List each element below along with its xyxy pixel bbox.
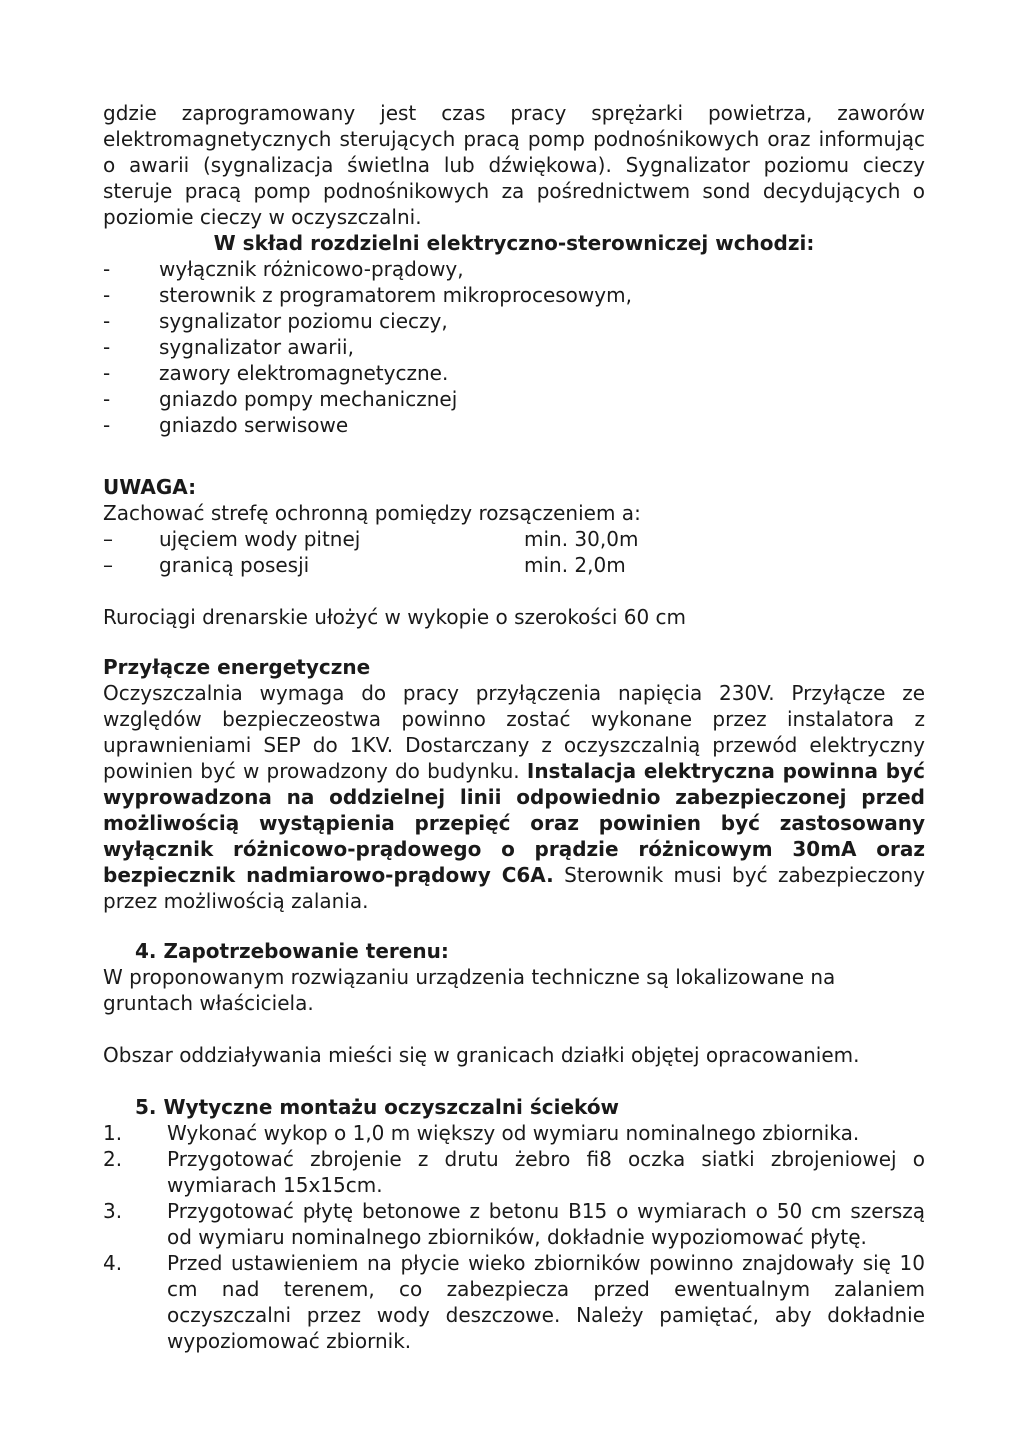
list-item: - gniazdo serwisowe [103, 413, 349, 437]
intro-paragraph: gdzie zaprogramowany jest czas pracy sprężarki powietrza, zaworów elektromagnetycznych sterujących pracą pomp podnośnikowych oraz informując o awarii (sygnalizacja świetlna lub dźwiękowa). Sygnalizator poziomu cieczy steruje pracą pomp podnośnikowych za pośrednictwem sond decydujących o poziomie cieczy w oczyszczalni. [103, 101, 925, 229]
list-item: 3. Przygotować płytę betonowe z betonu B15 o wymiarach o 50 cm szerszą od wymiaru nominalnego zbiorników, dokładnie wypoziomować płytę. [103, 1199, 925, 1249]
section4-paragraph: W proponowanym rozwiązaniu urządzenia techniczne są lokalizowane na gruntach właściciela. [103, 965, 836, 1015]
section4-paragraph-2: Obszar oddziaływania mieści się w granicach działki objętej opracowaniem. [103, 1043, 860, 1067]
list-item: 4. Przed ustawieniem na płycie wieko zbiorników powinno znajdowały się 10 cm nad terenem, co zabezpiecza przed ewentualnym zalaniem oczyszczalni przez wody deszczowe. Należy pamiętać, aby dokładnie wypoziomować zbiornik. [103, 1251, 925, 1353]
zone-row: – granicą posesji min. 2,0m [103, 553, 626, 577]
list-item: - wyłącznik różnicowo-prądowy, [103, 257, 464, 281]
section4-heading: 4. Zapotrzebowanie terenu: [135, 939, 449, 963]
document-page [103, 100, 925, 1354]
list-item: - sterownik z programatorem mikroprocesowym, [103, 283, 632, 307]
section5-heading: 5. Wytyczne montażu oczyszczalni ścieków [135, 1095, 620, 1119]
list-item: 2. Przygotować zbrojenie z drutu żebro fi8 oczka siatki zbrojeniowej o wymiarach 15x15cm. [103, 1147, 925, 1197]
energy-paragraph: Oczyszczalnia wymaga do pracy przyłączenia napięcia 230V. Przyłącze ze względów bezpieczeostwa powinno zostać wykonane przez instalatora z uprawnieniami SEP do 1KV. Dostarczany z oczyszczalnią przewód elektryczny powinien być w prowadzony do budynku. Instalacja elektryczna powinna być wyprowadzona na oddzielnej linii odpowiednio zabezpieczonej przed możliwością wystąpienia przepięć oraz powinien być zastosowany wyłącznik różnicowo-prądowego o prądzie różnicowym 30mA oraz bezpiecznik nadmiarowo-prądowy C6A. Sterownik musi być zabezpieczony przez możliwością zalania. [103, 681, 926, 913]
list-item: - sygnalizator awarii, [103, 335, 354, 359]
zone-value: min. 2,0m [524, 553, 626, 577]
warning-text: Zachować strefę ochronną pomiędzy rozsączeniem a: [103, 501, 641, 525]
energy-heading: Przyłącze energetyczne [103, 655, 371, 679]
zone-label: ujęciem wody pitnej [159, 527, 361, 551]
warning-heading: UWAGA: [103, 475, 197, 499]
drain-paragraph: Rurociągi drenarskie ułożyć w wykopie o szerokości 60 cm [103, 605, 687, 629]
list-item: - sygnalizator poziomu cieczy, [103, 309, 448, 333]
energy-bold-text: Instalacja elektryczna powinna być wyprowadzona na oddzielnej linii odpowiednio zabezpieczonej przed możliwością wystąpienia przepięć oraz powinien być zastosowany wyłącznik różnicowo-prądowego o prądzie różnicowym 30mA oraz bezpiecznik nadmiarowo-prądowy C6A. [103, 759, 926, 887]
zone-label: granicą posesji [159, 553, 310, 577]
list-item: 1. Wykonać wykop o 1,0 m większy od wymiaru nominalnego zbiornika. [103, 1121, 860, 1145]
section5-list [103, 1120, 925, 1354]
components-heading: W skład rozdzielni elektryczno-sterowniczej wchodzi: [213, 231, 815, 255]
components-list [103, 256, 925, 438]
list-item: - gniazdo pompy mechanicznej [103, 387, 458, 411]
zone-row: – ujęciem wody pitnej min. 30,0m [103, 527, 639, 551]
zone-value: min. 30,0m [524, 527, 639, 551]
list-item: - zawory elektromagnetyczne. [103, 361, 449, 385]
